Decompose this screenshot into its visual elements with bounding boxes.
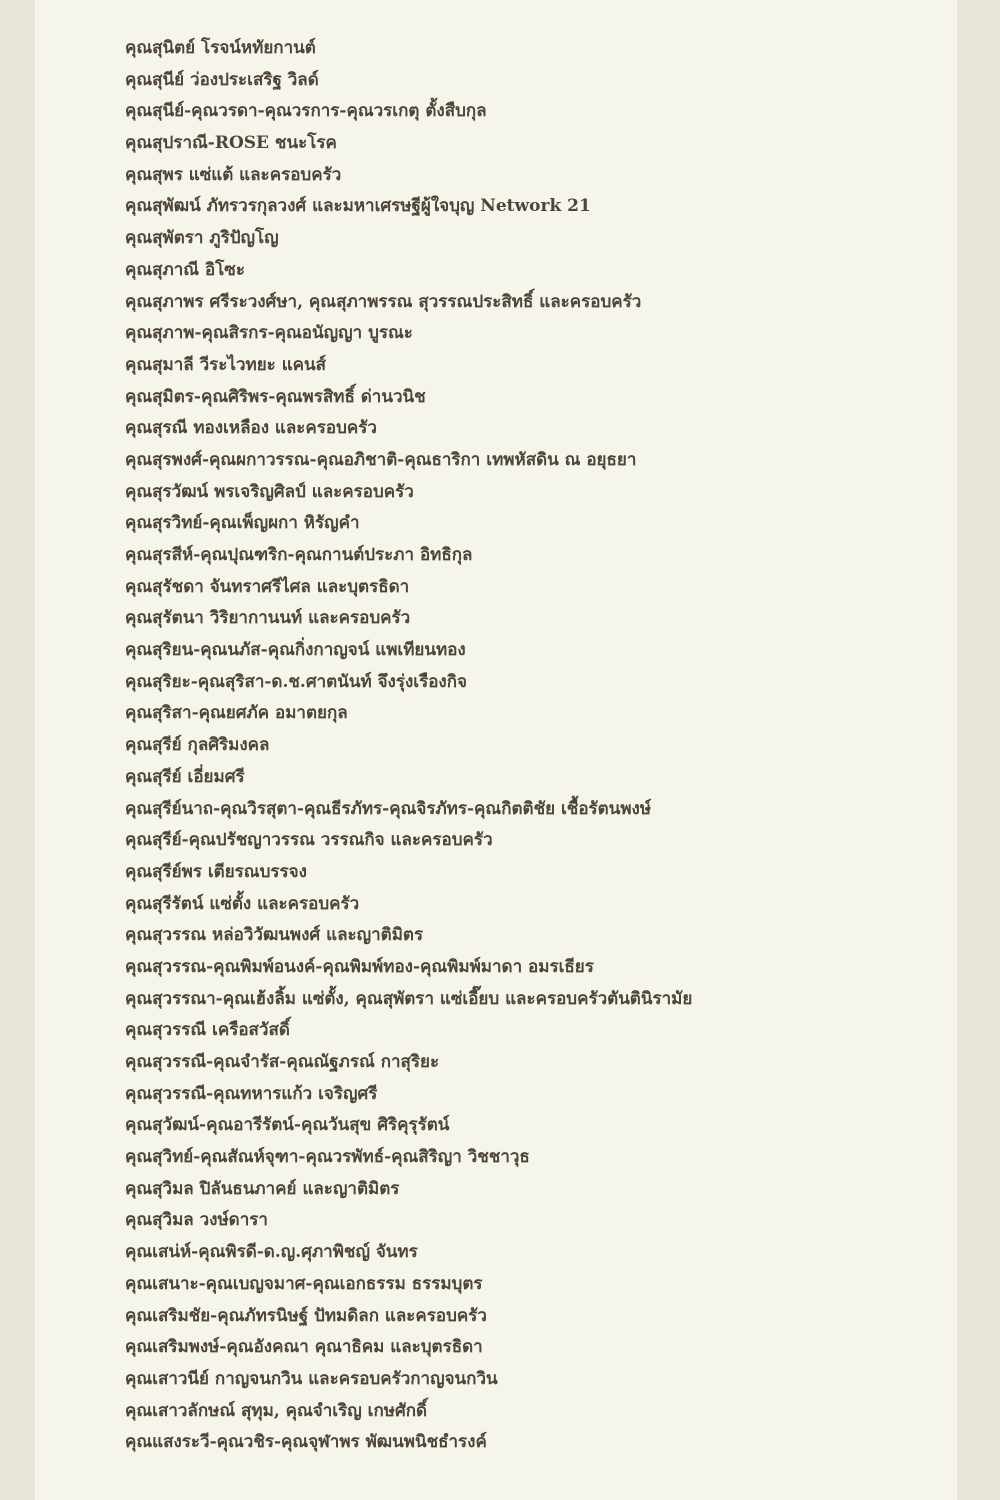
document-page: [35, 0, 957, 1500]
donor-name-item: คุณสุรวัฒน์ พรเจริญศิลป์ และครอบครัว: [125, 481, 414, 502]
donor-name-item: คุณเสาวนีย์ กาญจนกวิน และครอบครัวกาญจนกวิน: [125, 1368, 498, 1389]
donor-name-item: คุณสุรัชดา จันทราศรีไศล และบุตรธิดา: [125, 576, 410, 597]
donor-name-item: คุณสุวรรณ-คุณพิมพ์อนงค์-คุณพิมพ์ทอง-คุณพิมพ์มาดา อมรเธียร: [125, 956, 594, 977]
donor-name-item: คุณสุพัฒน์ ภัทรวรกุลวงศ์ และมหาเศรษฐีผู้ใจบุญ Network 21: [125, 196, 591, 217]
donor-name-item: คุณสุวิทย์-คุณสัณห์จุฑา-คุณวรพัทธ์-คุณสิริญา วิชชาวุธ: [125, 1147, 530, 1168]
donor-name-item: คุณสุวรรณี เครือสวัสดิ์: [125, 1020, 290, 1041]
donor-name-item: คุณเสน่ห์-คุณพิรดี-ด.ญ.ศุภาพิชญ์ จันทร: [125, 1242, 418, 1263]
donor-name-item: คุณสุนีย์ ว่องประเสริฐ วิลด์: [125, 69, 319, 90]
donor-name-item: คุณสุมิตร-คุณศิริพร-คุณพรสิทธิ์ ด่านวนิช: [125, 386, 426, 407]
donor-name-item: คุณสุวรรณ หล่อวิวัฒนพงศ์ และญาติมิตร: [125, 925, 424, 946]
donor-name-item: คุณสุรัตนา วิริยากานนท์ และครอบครัว: [125, 608, 411, 629]
donor-name-item: คุณเสริมพงษ์-คุณอังคณา คุณาธิคม และบุตรธิดา: [125, 1337, 483, 1358]
donor-name-item: คุณสุรสีห์-คุณปุณฑริก-คุณกานต์ประภา อิทธิกุล: [125, 545, 473, 565]
donor-name-item: คุณสุรีรัตน์ แซ่ตั้ง และครอบครัว: [125, 893, 360, 914]
donor-name-item: คุณสุรวิทย์-คุณเพ็ญผกา หิรัญคำ: [125, 513, 360, 534]
donor-name-item: คุณสุริยะ-คุณสุริสา-ด.ช.ศาตนันท์ จึงรุ่งเรืองกิจ: [125, 671, 467, 692]
donor-name-item: คุณสุวัฒน์-คุณอารีรัตน์-คุณวันสุข ศิริคุรุรัตน์: [125, 1115, 450, 1136]
donor-name-list: [125, 33, 692, 1459]
donor-name-item: คุณสุนิตย์ โรจน์หทัยกานต์: [125, 38, 316, 58]
donor-name-item: คุณสุนีย์-คุณวรดา-คุณวรการ-คุณวรเกตุ ตั้งสืบกุล: [125, 101, 487, 122]
donor-name-item: คุณสุรีย์ เอี่ยมศรี: [125, 766, 245, 787]
donor-name-item: คุณสุพร แซ่แต้ และครอบครัว: [125, 164, 342, 185]
donor-name-item: คุณเสริมชัย-คุณภัทรนิษฐ์ ปัทมดิลก และครอบครัว: [125, 1305, 487, 1326]
donor-name-item: คุณสุวรรณี-คุณทหารแก้ว เจริญศรี: [125, 1083, 378, 1104]
donor-name-item: คุณสุภาณี อิโซะ: [125, 259, 245, 280]
donor-name-item: คุณเสนาะ-คุณเบญจมาศ-คุณเอกธรรม ธรรมบุตร: [125, 1273, 483, 1294]
donor-name-item: คุณสุพัตรา ภูริปัญโญ: [125, 228, 279, 249]
donor-name-item: คุณสุภาพร ศรีระวงศ์ษา, คุณสุภาพรรณ สุวรรณประสิทธิ์ และครอบครัว: [125, 291, 642, 312]
donor-name-item: คุณสุวิมล วงษ์ดารา: [125, 1210, 268, 1231]
donor-name-item: คุณสุรีย์-คุณปรัชญาวรรณ วรรณกิจ และครอบครัว: [125, 830, 493, 851]
donor-name-item: คุณแสงระวี-คุณวชิร-คุณจุฬาพร พัฒนพนิชธำรงค์: [125, 1432, 487, 1453]
donor-name-item: คุณเสาวลักษณ์ สุทุม, คุณจำเริญ เกษศักดิ์: [125, 1400, 428, 1421]
donor-name-item: คุณสุวรรณา-คุณเฮ้งลิ้ม แซ่ตั้ง, คุณสุพัตรา แซ่เอี๊ยบ และครอบครัวตันตินิรามัย: [125, 988, 693, 1009]
donor-name-item: คุณสุรีย์พร เตียรณบรรจง: [125, 861, 307, 882]
donor-name-item: คุณสุวรรณี-คุณจำรัส-คุณณัฐภรณ์ กาสุริยะ: [125, 1052, 440, 1072]
donor-name-item: คุณสุภาพ-คุณสิรกร-คุณอนัญญา บูรณะ: [125, 323, 413, 344]
donor-name-item: คุณสุรีย์ กุลศิริมงคล: [125, 735, 270, 756]
donor-name-item: คุณสุริยน-คุณนภัส-คุณกิ่งกาญจน์ แพเทียนทอง: [125, 640, 466, 661]
donor-name-item: คุณสุวิมล ปิลันธนภาคย์ และญาติมิตร: [125, 1178, 400, 1199]
donor-name-item: คุณสุปราณี-ROSE ชนะโรค: [125, 133, 337, 154]
donor-name-item: คุณสุมาลี วีระไวทยะ แคนส์: [125, 354, 327, 375]
donor-name-item: คุณสุรีย์นาถ-คุณวิรสุตา-คุณธีรภัทร-คุณจิรภัทร-คุณกิตติชัย เชื้อรัตนพงษ์: [125, 798, 652, 819]
donor-name-item: คุณสุริสา-คุณยศภัค อมาตยกุล: [125, 703, 348, 724]
donor-name-item: คุณสุรพงศ์-คุณผกาวรรณ-คุณอภิชาติ-คุณธาริกา เทพหัสดิน ณ อยุธยา: [125, 449, 637, 470]
donor-name-item: คุณสุรณี ทองเหลือง และครอบครัว: [125, 418, 377, 439]
